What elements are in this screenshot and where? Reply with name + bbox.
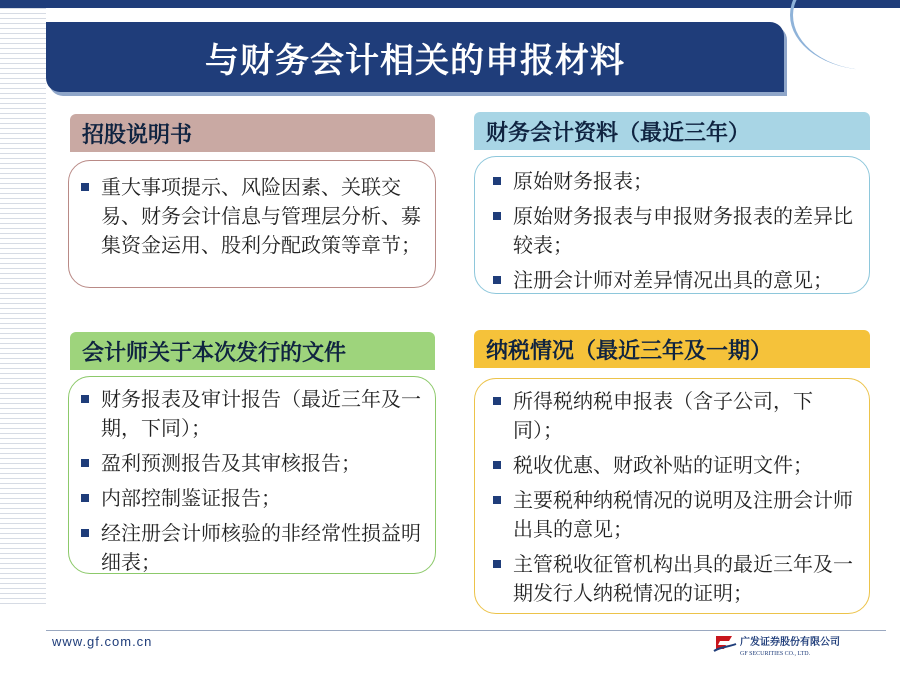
logo-text-en: GF SECURITIES CO., LTD. — [740, 651, 811, 657]
section-heading-tax-status: 纳税情况（最近三年及一期） — [474, 330, 870, 368]
square-bullet-icon — [81, 529, 89, 537]
list-item: 原始财务报表与申报财务报表的差异比较表； — [493, 202, 857, 260]
section-box-accountant-documents — [68, 376, 436, 574]
list-item: 重大事项提示、风险因素、关联交易、财务会计信息与管理层分析、募集资金运用、股利分配政策等章节； — [81, 173, 423, 260]
list-item: 税收优惠、财政补贴的证明文件； — [493, 451, 857, 480]
square-bullet-icon — [493, 496, 501, 504]
list-item: 盈利预测报告及其审核报告； — [81, 449, 423, 478]
section-box-financial-data — [474, 156, 870, 294]
title-banner — [46, 22, 784, 92]
list-item: 所得税纳税申报表（含子公司，下同）； — [493, 387, 857, 445]
top-accent-bar — [0, 0, 900, 8]
square-bullet-icon — [493, 397, 501, 405]
section-heading-accountant-documents: 会计师关于本次发行的文件 — [70, 332, 435, 370]
square-bullet-icon — [493, 177, 501, 185]
section-heading-financial-data: 财务会计资料（最近三年） — [474, 112, 870, 150]
square-bullet-icon — [493, 461, 501, 469]
list-item: 主要税种纳税情况的说明及注册会计师出具的意见； — [493, 486, 857, 544]
list-item: 财务报表及审计报告（最近三年及一期，下同）； — [81, 385, 423, 443]
logo-text-cn: 广发证券股份有限公司 — [740, 637, 840, 648]
section-box-tax-status — [474, 378, 870, 614]
square-bullet-icon — [81, 494, 89, 502]
square-bullet-icon — [493, 560, 501, 568]
section-box-prospectus — [68, 160, 436, 288]
footer-url[interactable]: www.gf.com.cn — [52, 634, 153, 649]
gf-securities-logo — [712, 632, 862, 658]
square-bullet-icon — [81, 183, 89, 191]
section-heading-prospectus: 招股说明书 — [70, 114, 435, 152]
corner-arc-decoration — [790, 0, 900, 70]
list-item: 注册会计师对差异情况出具的意见； — [493, 266, 857, 295]
footer-divider — [46, 630, 886, 631]
square-bullet-icon — [493, 276, 501, 284]
slide-title: 与财务会计相关的申报材料 — [205, 40, 625, 81]
list-item: 主管税收征管机构出具的最近三年及一期发行人纳税情况的证明； — [493, 550, 857, 608]
square-bullet-icon — [81, 395, 89, 403]
left-stripe-decoration — [0, 8, 46, 608]
list-item: 内部控制鉴证报告； — [81, 484, 423, 513]
list-item: 原始财务报表； — [493, 167, 857, 196]
square-bullet-icon — [81, 459, 89, 467]
list-item: 经注册会计师核验的非经常性损益明细表； — [81, 519, 423, 577]
square-bullet-icon — [493, 212, 501, 220]
